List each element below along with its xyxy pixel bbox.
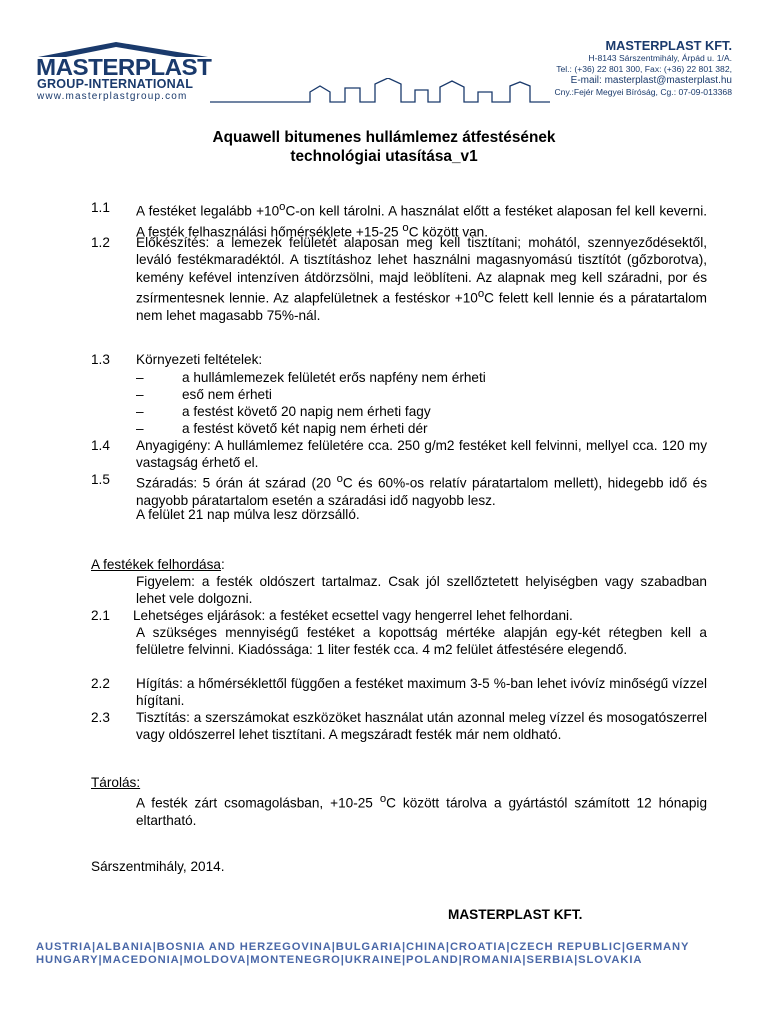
- section-1-1: [91, 199, 708, 240]
- footer-countries: [36, 941, 736, 967]
- section-number: 1.5: [91, 472, 110, 487]
- logo-group: GROUP-INTERNATIONAL: [37, 77, 194, 91]
- section-2-3: [91, 709, 707, 761]
- section-2-2: [91, 675, 707, 711]
- warning-text: Figyelem: a festék oldószert tartalmaz. Csak jól szellőztetett helyiségben vagy szabadban lehet vele dolgozni.: [136, 574, 707, 607]
- section-1-2: [91, 234, 707, 339]
- company-logo: [36, 38, 212, 102]
- section-text: Anyagigény: A hullámlemez felületére cca. 250 g/m2 festéket kell felvinni, mellyel cca. 120 my vastagság érhető el.: [136, 438, 707, 471]
- section-1-5-note: A felület 21 nap múlva lesz dörzsálló.: [136, 507, 360, 522]
- place-date: Sárszentmihály, 2014.: [91, 859, 225, 874]
- section-1-3: [91, 351, 707, 369]
- section-text: Hígítás: a hőmérséklettől függően a festéket maximum 3-5 %-ban lehet ivóvíz minőségű vízzel hígítani.: [136, 676, 707, 709]
- skyline-icon: [210, 78, 550, 104]
- storage-text: A festék zárt csomagolásban, +10-25 $^o$C között tárolva a gyártástól számított 12 hónapig eltartható.: [136, 793, 708, 828]
- company-email: E-mail: masterplast@masterplast.hu: [570, 75, 732, 86]
- logo-name: MASTERPLAST: [36, 54, 212, 80]
- company-contact-block: [512, 38, 732, 98]
- section-number: 1.4: [91, 438, 110, 453]
- section-label: Környezeti feltételek:: [136, 352, 263, 367]
- countries-line-2: HUNGARY|MACEDONIA|MOLDOVA|MONTENEGRO|UKRAINE|POLAND|ROMANIA|SERBIA|SLOVAKIA: [36, 954, 643, 966]
- section-number: 2.1: [91, 608, 110, 623]
- company-registry: Cny.:Fejér Megyei Bíróság, Cg.: 07-09-013368: [554, 87, 732, 97]
- section-text: Lehetséges eljárások: a festéket ecsettel vagy hengerrel lehet felhordani.: [133, 608, 573, 623]
- section-1-5: [91, 471, 707, 507]
- document-title: [0, 128, 768, 166]
- section-2-1-detail: A szükséges mennyiségű festéket a kopottság mértéke alapján egy-két rétegben kell a felületre felvinni. Kiadóssága: 1 liter festék cca. 4 m2 felület átfestésére elegendő.: [136, 625, 707, 658]
- title-line-1: Aquawell bitumenes hullámlemez átfestésének: [212, 129, 556, 146]
- section-2-1: [91, 607, 707, 625]
- section-number: 1.2: [91, 235, 110, 250]
- company-phone: Tel.: (+36) 22 801 300, Fax: (+36) 22 801 382,: [556, 64, 732, 74]
- company-address: H-8143 Sárszentmihály, Árpád u. 1/A.: [588, 53, 732, 63]
- application-heading: A festékek felhordása:: [91, 557, 225, 572]
- section-number: 2.3: [91, 710, 110, 725]
- logo-url: www.masterplastgroup.com: [37, 91, 188, 102]
- title-line-2: technológiai utasítása_v1: [290, 148, 478, 165]
- section-number: 1.1: [91, 200, 110, 215]
- section-number: 2.2: [91, 676, 110, 691]
- section-number: 1.3: [91, 352, 110, 367]
- section-text: Tisztítás: a szerszámokat eszközöket használat után azonnal meleg vízzel és mosogatószerrel vagy oldószerrel lehet tisztítani. A megszáradt festék már nem oldható.: [136, 710, 707, 743]
- section-text: Száradás: 5 órán át szárad (20 $^o$C és 60%-os relatív páratartalom mellett), hidegebb idő és nagyobb páratartalom esetén a száradási idő nagyobb lesz.: [136, 473, 708, 508]
- section-text: Előkészítés: a lemezek felületét alaposan meg kell tisztítani; mohától, szennyeződésektől, leváló festékmaradéktól. A tisztításhoz lehet használni magasnyomású tisztítót (gőzborotva), kemény kefével intenzíven átdörzsölni, majd leöblíteni. Az alapnak meg kell száradni, por és zsírmentesnek lennie. Az alapfelületnek a festéskor $+10^oC$ felett kell lennie és a páratartalom nem lehet magasabb 75%-nál.: [136, 235, 707, 324]
- section-1-4: [91, 437, 707, 473]
- countries-line-1: AUSTRIA|ALBANIA|BOSNIA AND HERZEGOVINA|BULGARIA|CHINA|CROATIA|CZECH REPUBLIC|GERMANY: [36, 941, 690, 953]
- storage-heading: Tárolás:: [91, 775, 141, 790]
- section-text: A festéket legalább $+10^oC-on$ kell tárolni. A használat előtt a festéket alaposan fel kell keverni. A festék felhasználási hőmérséklete +15-25 $^o$C között van.: [136, 201, 708, 240]
- signature: MASTERPLAST KFT.: [448, 907, 583, 922]
- company-name: MASTERPLAST KFT.: [605, 38, 732, 53]
